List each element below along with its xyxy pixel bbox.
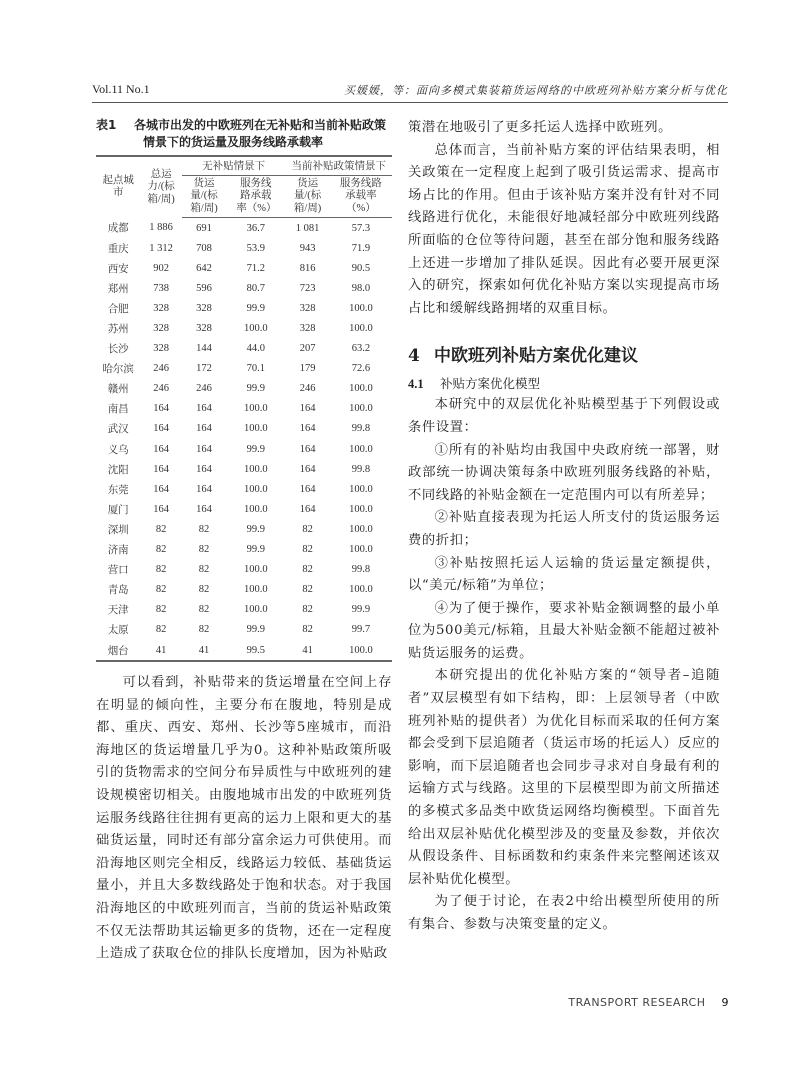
cell-capacity: 1 886	[149, 222, 173, 234]
cell-load-no-subsidy: 99.9	[246, 624, 265, 636]
cell-capacity: 164	[153, 463, 169, 475]
table-row	[96, 479, 392, 499]
subsection-title: 补贴方案优化模型	[440, 376, 541, 392]
cell-load-current: 100.0	[349, 523, 373, 535]
cell-volume-no-subsidy: 164	[196, 483, 212, 495]
cell-load-current: 100.0	[349, 302, 373, 314]
cell-load-current: 72.6	[351, 363, 371, 375]
cell-city: 深圳	[107, 524, 129, 536]
cell-load-current: 90.5	[351, 262, 371, 274]
cell-volume-current: 723	[299, 282, 316, 294]
cell-capacity: 1 312	[149, 242, 173, 254]
journal-name: TRANSPORT RESEARCH	[568, 996, 706, 1009]
cell-load-no-subsidy: 36.7	[246, 222, 265, 234]
cell-load-current: 100.0	[349, 383, 373, 395]
left-column	[96, 117, 392, 966]
assumption-2: ②补贴直接表现为托运人所支付的货运服务运费的折扣；	[408, 510, 720, 548]
cell-load-no-subsidy: 99.9	[246, 302, 265, 314]
running-header	[92, 80, 728, 103]
table-row	[96, 278, 392, 298]
assumption-1: ①所有的补贴均由我国中央政府统一部署，财政部统一协调决策每条中欧班列服务线路的补贴，不同线路的补贴金额在一定范围内可以有所差异；	[408, 442, 720, 503]
cell-load-no-subsidy: 100.0	[244, 403, 268, 415]
cell-load-no-subsidy: 80.7	[246, 282, 265, 294]
cell-load-current: 99.7	[351, 624, 371, 636]
table-row	[96, 318, 392, 338]
cell-load-no-subsidy: 100.0	[244, 584, 268, 596]
table-row	[96, 580, 392, 600]
table-row	[96, 238, 392, 258]
cell-capacity: 82	[155, 523, 167, 535]
cell-volume-no-subsidy: 708	[196, 242, 212, 254]
table-row	[96, 379, 392, 399]
header-group-no-subsidy: 无补贴情景下	[182, 156, 286, 175]
cell-city: 烟台	[96, 640, 140, 661]
cell-city: 长沙	[107, 344, 129, 356]
subsection-number: 4.1	[408, 377, 424, 392]
cell-city: 营口	[107, 565, 129, 577]
cell-volume-no-subsidy: 82	[198, 564, 210, 576]
cell-capacity: 164	[153, 443, 169, 455]
cell-load-current: 99.8	[351, 564, 371, 576]
cell-city: 苏州	[107, 324, 129, 336]
cell-capacity: 164	[153, 403, 169, 415]
cell-load-no-subsidy: 100.0	[244, 463, 268, 475]
cell-capacity: 82	[155, 604, 167, 616]
header-city: 起点城市	[96, 156, 140, 218]
paragraph-model: 本研究提出的优化补贴方案的“领导者–追随者”双层模型有如下结构，即：上层领导者（中欧班列补贴的提供者）为优化目标而采取的任何方案都会受到下层追随者（货运市场的托运人）反应的影响，而下层追随者也会同步寻求对自身最有利的运输方式与线路。这里的下层模型即为前文所描述的多模式多品类中欧货运网络均衡模型。下面首先给出双层补贴优化模型涉及的变量及参数，并依次从假设条件、目标函数和约束条件来完整阐述该双层补贴优化模型。	[408, 668, 720, 887]
cell-load-no-subsidy: 100.0	[244, 323, 268, 335]
volume-label: Vol.11 No.1	[92, 82, 150, 96]
cell-load-no-subsidy: 100.0	[244, 503, 268, 515]
cell-load-current: 100.0	[349, 503, 373, 515]
cell-volume-no-subsidy: 328	[196, 323, 212, 335]
cell-city: 南昌	[107, 404, 129, 416]
cell-load-current: 100.0	[349, 403, 373, 415]
header-load-1: 服务线路承载率（%）	[226, 175, 285, 218]
cell-capacity: 41	[140, 640, 181, 661]
cell-city: 义乌	[107, 444, 129, 456]
cell-load-current: 71.9	[351, 242, 371, 254]
cell-volume-current: 943	[299, 242, 316, 254]
header-capacity: 总运力/(标箱/周)	[140, 156, 181, 218]
cell-volume-current: 41	[285, 640, 329, 661]
cell-volume-current: 179	[299, 363, 316, 375]
cell-capacity: 328	[153, 343, 169, 355]
page-footer	[568, 996, 729, 1009]
cell-load-current: 63.2	[351, 343, 371, 355]
cell-volume-current: 82	[302, 523, 313, 535]
cell-city: 重庆	[107, 243, 129, 255]
cell-volume-current: 82	[302, 604, 313, 616]
cell-volume-no-subsidy: 172	[196, 363, 212, 375]
cell-volume-no-subsidy: 596	[196, 282, 212, 294]
cell-load-current: 99.8	[351, 423, 371, 435]
cell-volume-current: 82	[302, 564, 313, 576]
cell-volume-current: 164	[299, 483, 316, 495]
cell-capacity: 328	[153, 323, 169, 335]
cell-volume-no-subsidy: 164	[196, 423, 212, 435]
cell-volume-no-subsidy: 164	[196, 463, 212, 475]
cell-city: 厦门	[107, 504, 129, 516]
cell-volume-current: 164	[299, 423, 316, 435]
cell-city: 武汉	[107, 424, 129, 436]
cell-load-current: 99.9	[351, 604, 371, 616]
table-row	[96, 359, 392, 379]
cell-load-current: 100.0	[349, 323, 373, 335]
cell-capacity: 82	[155, 624, 167, 636]
section-heading	[408, 344, 720, 368]
table-row	[96, 399, 392, 419]
cell-volume-no-subsidy: 246	[196, 383, 212, 395]
table-title-line1: 各城市出发的中欧班列在无补贴和当前补贴政策	[134, 118, 387, 132]
cell-volume-current: 164	[299, 403, 316, 415]
cell-capacity: 738	[153, 282, 169, 294]
cell-load-no-subsidy: 100.0	[244, 483, 268, 495]
cell-city: 哈尔滨	[102, 364, 134, 376]
cell-volume-no-subsidy: 82	[198, 584, 210, 596]
cell-city: 太原	[107, 625, 129, 637]
table-title-line2: 情景下的货运量及服务线路承载率	[143, 135, 324, 149]
cell-volume-no-subsidy: 164	[196, 503, 212, 515]
cell-city: 东莞	[107, 484, 129, 496]
cell-load-current: 100.0	[330, 640, 392, 661]
header-volume-2: 货运量/(标箱/周)	[285, 175, 329, 218]
cell-load-no-subsidy: 100.0	[244, 423, 268, 435]
cell-volume-current: 82	[302, 584, 313, 596]
cell-city: 合肥	[107, 303, 129, 315]
cell-capacity: 82	[155, 584, 167, 596]
section-number: 4	[408, 346, 420, 367]
cell-volume-current: 328	[299, 302, 316, 314]
cell-capacity: 164	[153, 423, 169, 435]
cell-volume-current: 328	[299, 323, 316, 335]
table-row	[96, 218, 392, 239]
cell-volume-no-subsidy: 41	[182, 640, 226, 661]
cell-load-current: 98.0	[351, 282, 371, 294]
table-row	[96, 339, 392, 359]
paragraph-summary: 总体而言，当前补贴方案的评估结果表明，相关政策在一定程度上起到了吸引货运需求、提高市场占比的作用。但由于该补贴方案并没有针对不同线路进行优化，未能很好地减轻部分中欧班列线路所面临的仓位等待问题，甚至在部分饱和服务线路上还进一步增加了排队延误。因此有必要开展更深入的研究，探索如何优化补贴方案以实现提高市场占比和缓解线路拥堵的双重目标。	[408, 142, 720, 316]
cell-capacity: 82	[155, 564, 167, 576]
table-row	[96, 459, 392, 479]
cell-load-no-subsidy: 70.1	[246, 363, 265, 375]
cell-load-no-subsidy: 99.9	[246, 443, 265, 455]
cell-load-no-subsidy: 71.2	[246, 262, 265, 274]
cell-load-no-subsidy: 99.9	[246, 544, 265, 556]
table-row	[96, 499, 392, 519]
cell-capacity: 246	[153, 383, 169, 395]
left-paragraph: 可以看到，补贴带来的货运增量在空间上存在明显的倾向性，主要分布在腹地，特别是成都、重庆、西安、郑州、长沙等5座城市，而沿海地区的货运增量几乎为0。这种补贴政策所吸引的货物需求的空间分布异质性与中欧班列的建设规模密切相关。由腹地城市出发的中欧班列货运服务线路往往拥有更高的运力上限和更大的基础货运量，同时还有部分富余运力可供使用。而沿海地区则完全相反，线路运力较低、基础货运量小，并且大多数线路处于饱和状态。对于我国沿海地区的中欧班列而言，当前的货运补贴政策不仅无法帮助其运输更多的货物，还在一定程度上造成了获取仓位的排队长度增加，因为补贴政	[96, 675, 392, 962]
running-title: 买媛媛，等：面向多模式集装箱货运网络的中欧班列补贴方案分析与优化	[344, 84, 728, 97]
data-table	[96, 155, 392, 662]
cell-volume-no-subsidy: 642	[196, 262, 212, 274]
cell-volume-current: 246	[299, 383, 316, 395]
cell-load-current: 100.0	[349, 544, 373, 556]
cell-volume-no-subsidy: 82	[198, 604, 210, 616]
cell-capacity: 164	[153, 503, 169, 515]
cell-volume-current: 82	[302, 624, 313, 636]
cell-volume-current: 164	[299, 463, 316, 475]
table-row	[96, 540, 392, 560]
table-number: 表1	[96, 118, 117, 132]
cell-load-current: 100.0	[349, 584, 373, 596]
cell-load-no-subsidy: 100.0	[244, 564, 268, 576]
cell-volume-no-subsidy: 164	[196, 403, 212, 415]
table-row	[96, 640, 392, 661]
cell-city: 西安	[107, 263, 129, 275]
cell-capacity: 82	[155, 544, 167, 556]
assumption-3: ③补贴按照托运人运输的货运量定额提供，以“美元/标箱”为单位；	[408, 555, 720, 594]
cell-city: 赣州	[107, 384, 129, 396]
cell-load-current: 99.8	[351, 463, 371, 475]
section-title: 中欧班列补贴方案优化建议	[434, 346, 638, 367]
assumption-4: ④为了便于操作，要求补贴金额调整的最小单位为500美元/标箱，且最大补贴金额不能超过被补贴货运服务的运费。	[408, 600, 720, 661]
paragraph-continued: 策潜在地吸引了更多托运人选择中欧班列。	[408, 120, 673, 135]
cell-city: 沈阳	[107, 464, 129, 476]
table-row	[96, 419, 392, 439]
cell-capacity: 328	[153, 302, 169, 314]
cell-volume-no-subsidy: 82	[198, 523, 210, 535]
cell-load-current: 57.3	[351, 222, 371, 234]
cell-load-no-subsidy: 99.9	[246, 523, 265, 535]
cell-volume-no-subsidy: 82	[198, 544, 210, 556]
cell-volume-current: 164	[299, 443, 316, 455]
cell-volume-current: 164	[299, 503, 316, 515]
cell-volume-current: 207	[299, 343, 316, 355]
cell-city: 天津	[107, 605, 129, 617]
cell-capacity: 246	[153, 363, 169, 375]
paragraph-intro: 本研究中的双层优化补贴模型基于下列假设或条件设置：	[408, 397, 720, 435]
cell-volume-current: 82	[302, 544, 313, 556]
header-group-current: 当前补贴政策情景下	[285, 156, 392, 175]
header-load-2: 服务线路承载率（%）	[330, 175, 392, 218]
cell-load-no-subsidy: 44.0	[246, 343, 265, 355]
cell-city: 成都	[107, 223, 129, 235]
cell-load-no-subsidy: 53.9	[246, 242, 265, 254]
cell-city: 青岛	[107, 585, 129, 597]
cell-city: 济南	[107, 545, 129, 557]
page-number: 9	[721, 996, 729, 1009]
table-caption	[96, 117, 392, 151]
table-row	[96, 298, 392, 318]
cell-load-no-subsidy: 99.9	[246, 383, 265, 395]
header-volume-1: 货运量/(标箱/周)	[182, 175, 226, 218]
table-row	[96, 620, 392, 640]
table-row	[96, 519, 392, 539]
cell-volume-no-subsidy: 144	[196, 343, 212, 355]
cell-load-no-subsidy: 100.0	[244, 604, 268, 616]
right-column	[408, 117, 720, 937]
table-row	[96, 258, 392, 278]
cell-capacity: 902	[153, 262, 169, 274]
cell-volume-current: 816	[299, 262, 316, 274]
cell-load-no-subsidy: 99.5	[226, 640, 285, 661]
cell-volume-no-subsidy: 164	[196, 443, 212, 455]
cell-city: 郑州	[107, 283, 129, 295]
cell-volume-no-subsidy: 82	[198, 624, 210, 636]
cell-volume-no-subsidy: 328	[196, 302, 212, 314]
cell-load-current: 100.0	[349, 443, 373, 455]
table-row	[96, 439, 392, 459]
cell-capacity: 164	[153, 483, 169, 495]
table-row	[96, 560, 392, 580]
cell-volume-no-subsidy: 691	[196, 222, 212, 234]
table-row	[96, 600, 392, 620]
cell-load-current: 100.0	[349, 483, 373, 495]
paragraph-table2: 为了便于讨论，在表2中给出模型所使用的所有集合、参数与决策变量的定义。	[408, 894, 720, 932]
cell-volume-current: 1 081	[295, 222, 320, 234]
subsection-heading	[408, 374, 720, 394]
